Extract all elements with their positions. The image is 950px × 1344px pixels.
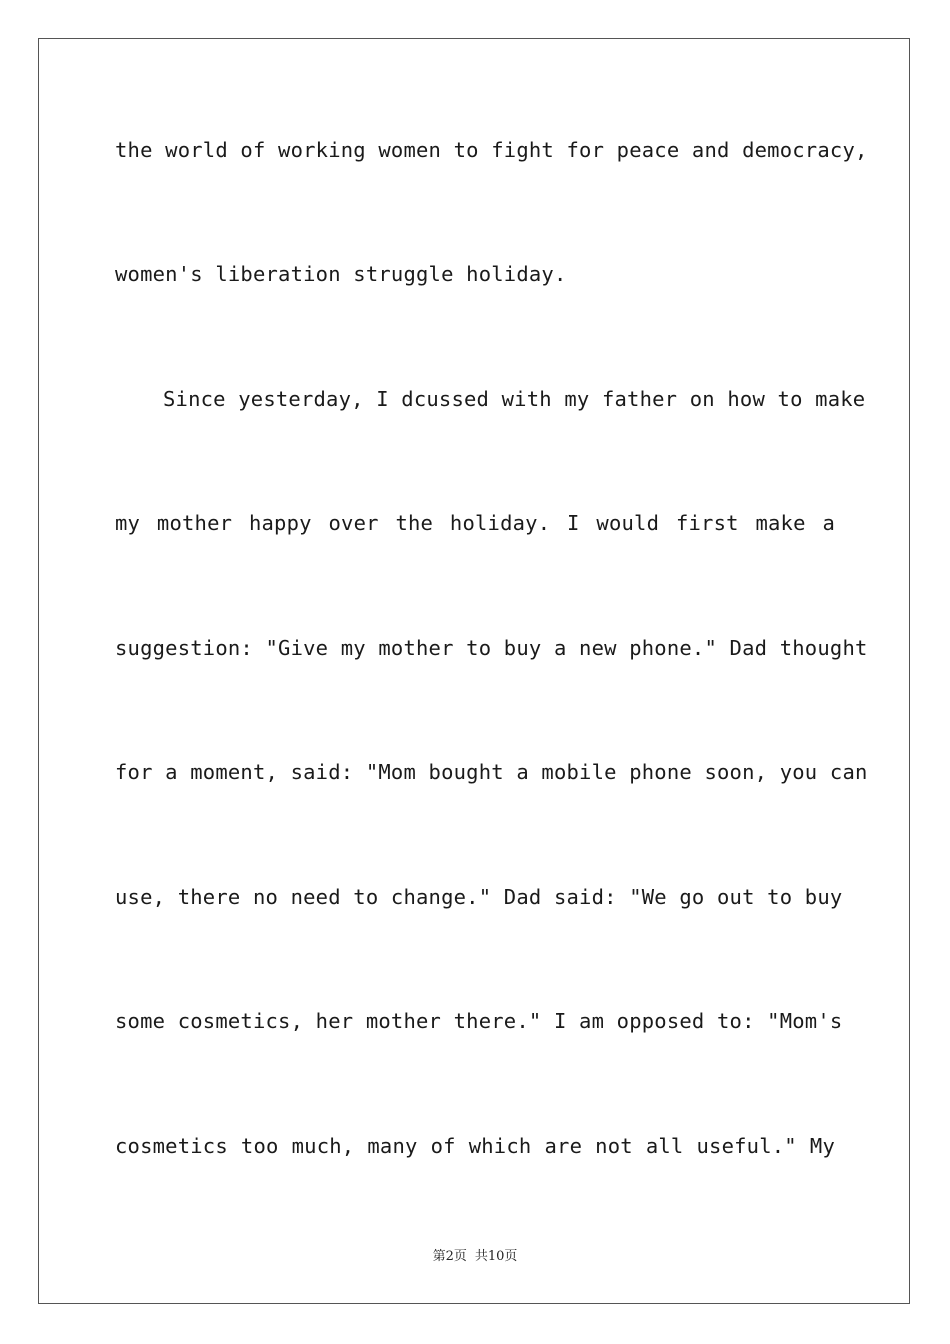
text-line: cosmetics too much, many of which are not all useful." My — [115, 1134, 835, 1158]
text-line: suggestion: "Give my mother to buy a new phone." Dad thought — [115, 636, 868, 660]
text-line: women's liberation struggle holiday. — [115, 262, 567, 286]
page-frame — [38, 38, 910, 1304]
text-line: use, there no need to change." Dad said: "We go out to buy — [115, 885, 843, 909]
current-page-label: 第2页 — [432, 1249, 467, 1264]
page-footer — [0, 1248, 950, 1266]
text-line: the world of working women to fight for peace and democracy, — [115, 138, 868, 162]
total-pages-label: 共10页 — [474, 1249, 518, 1264]
text-line: my mother happy over the holiday. I would first make a — [115, 511, 835, 535]
paragraph-first-line: Since yesterday, I dcussed with my father on how to make — [163, 387, 866, 411]
text-line: for a moment, said: "Mom bought a mobile phone soon, you can — [115, 760, 868, 784]
text-line: some cosmetics, her mother there." I am opposed to: "Mom's — [115, 1009, 843, 1033]
